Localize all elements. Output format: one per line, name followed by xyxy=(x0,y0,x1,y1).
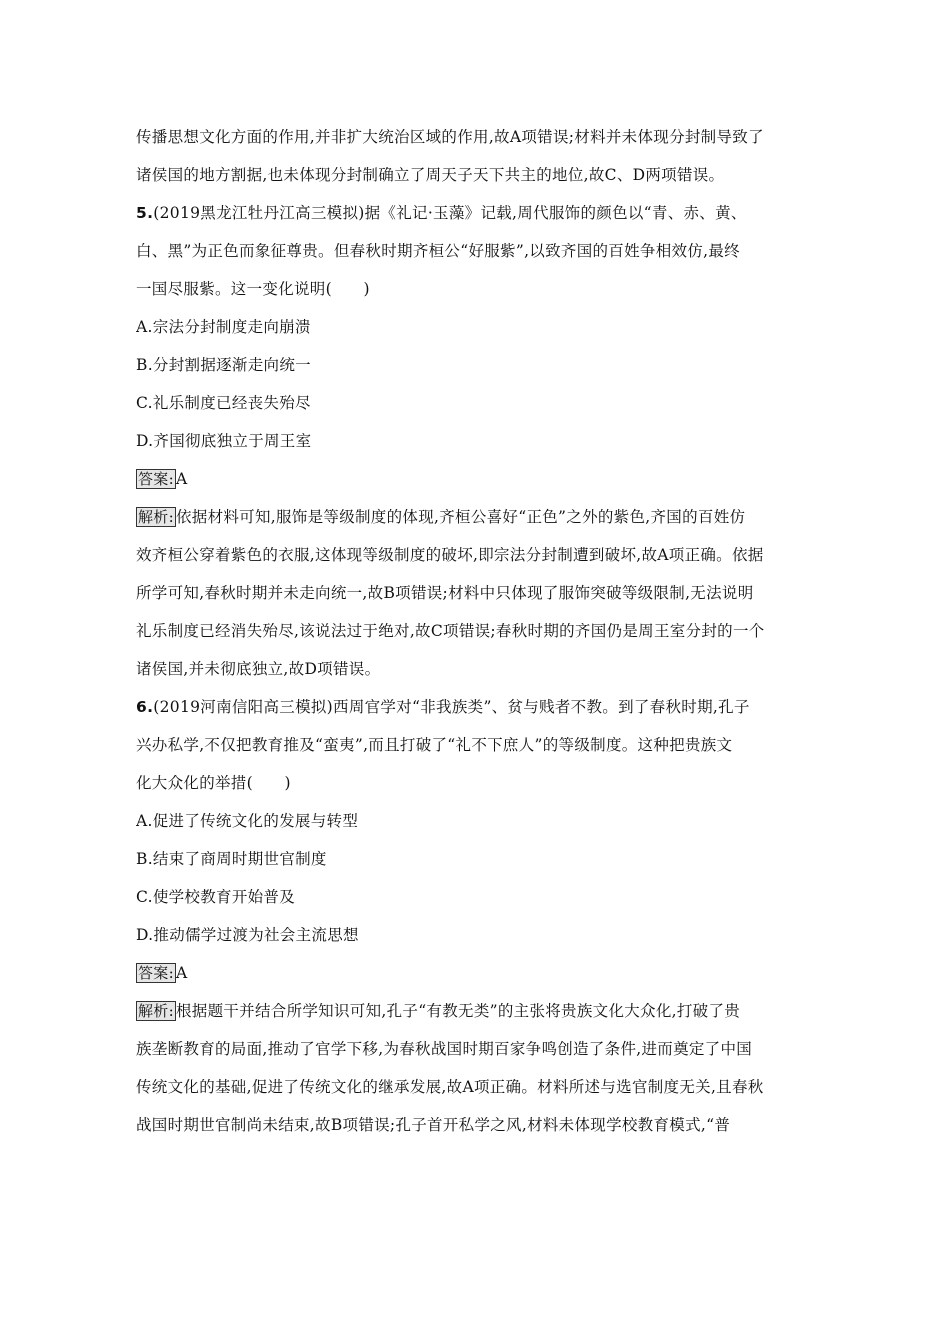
continuation-line: 诸侯国的地方割据,也未体现分封制确立了周天子天下共主的地位,故C、D两项错误。 xyxy=(136,166,725,184)
analysis-line: 族垄断教育的局面,推动了官学下移,为春秋战国时期百家争鸣创造了条件,进而奠定了中国 xyxy=(136,1040,753,1058)
question-5-stem-line: 白、黑”为正色而象征尊贵。但春秋时期齐桓公“好服紫”,以致齐国的百姓争相效仿,最终 xyxy=(136,242,740,260)
option-a: A.宗法分封制度走向崩溃 xyxy=(136,318,311,336)
analysis-line: 礼乐制度已经消失殆尽,该说法过于绝对,故C项错误;春秋时期的齐国仍是周王室分封的一个 xyxy=(136,622,765,640)
option-b: B.结束了商周时期世官制度 xyxy=(136,850,327,868)
question-number: 6. xyxy=(136,698,154,716)
answer-line xyxy=(136,460,816,498)
continuation-line: 传播思想文化方面的作用,并非扩大统治区域的作用,故A项错误;材料并未体现分封制导致了 xyxy=(136,128,764,146)
question-6-stem-line: 6.(2019河南信阳高三模拟)西周官学对“非我族类”、贫与贱者不教。到了春秋时期,孔子 xyxy=(136,698,750,716)
answer-value: A xyxy=(175,470,188,488)
analysis-line: 解析: 依据材料可知,服饰是等级制度的体现,齐桓公喜好“正色”之外的紫色,齐国的百姓仿 xyxy=(138,508,746,526)
question-number: 5. xyxy=(136,204,154,222)
analysis-line: 传统文化的基础,促进了传统文化的继承发展,故A项正确。材料所述与选官制度无关,且春秋 xyxy=(136,1078,764,1096)
analysis-label: 解析: xyxy=(138,508,174,526)
analysis-line: 所学可知,春秋时期并未走向统一,故B项错误;材料中只体现了服饰突破等级限制,无法说明 xyxy=(136,584,754,602)
option-c: C.礼乐制度已经丧失殆尽 xyxy=(136,394,311,412)
question-6-stem-line: 化大众化的举措( ) xyxy=(136,774,291,792)
analysis-line: 战国时期世官制尚未结束,故B项错误;孔子首开私学之风,材料未体现学校教育模式,“普 xyxy=(136,1116,731,1134)
option-d: D.推动儒学过渡为社会主流思想 xyxy=(136,926,359,944)
analysis-label: 解析: xyxy=(138,1002,174,1020)
option-a: A.促进了传统文化的发展与转型 xyxy=(136,812,359,830)
option-c: C.使学校教育开始普及 xyxy=(136,888,296,906)
question-5-stem-line: 一国尽服紫。这一变化说明( ) xyxy=(136,280,370,298)
answer-line xyxy=(136,954,816,992)
analysis-line: 诸侯国,并未彻底独立,故D项错误。 xyxy=(136,660,381,678)
question-5-stem-line: 5.(2019黑龙江牡丹江高三模拟)据《礼记·玉藻》记载,周代服饰的颜色以“青、赤、黄、 xyxy=(136,204,747,222)
analysis-line: 效齐桓公穿着紫色的衣服,这体现等级制度的破坏,即宗法分封制遭到破坏,故A项正确。依据 xyxy=(136,546,764,564)
option-d: D.齐国彻底独立于周王室 xyxy=(136,432,312,450)
answer-value: A xyxy=(175,964,188,982)
document-page xyxy=(136,118,816,1144)
question-6-stem-line: 兴办私学,不仅把教育推及“蛮夷”,而且打破了“礼不下庶人”的等级制度。这种把贵族文 xyxy=(136,736,733,754)
analysis-line: 解析: 根据题干并结合所学知识可知,孔子“有教无类”的主张将贵族文化大众化,打破了贵 xyxy=(138,1002,741,1020)
answer-label: 答案: xyxy=(138,470,174,488)
option-b: B.分封割据逐渐走向统一 xyxy=(136,356,311,374)
answer-label: 答案: xyxy=(138,964,174,982)
